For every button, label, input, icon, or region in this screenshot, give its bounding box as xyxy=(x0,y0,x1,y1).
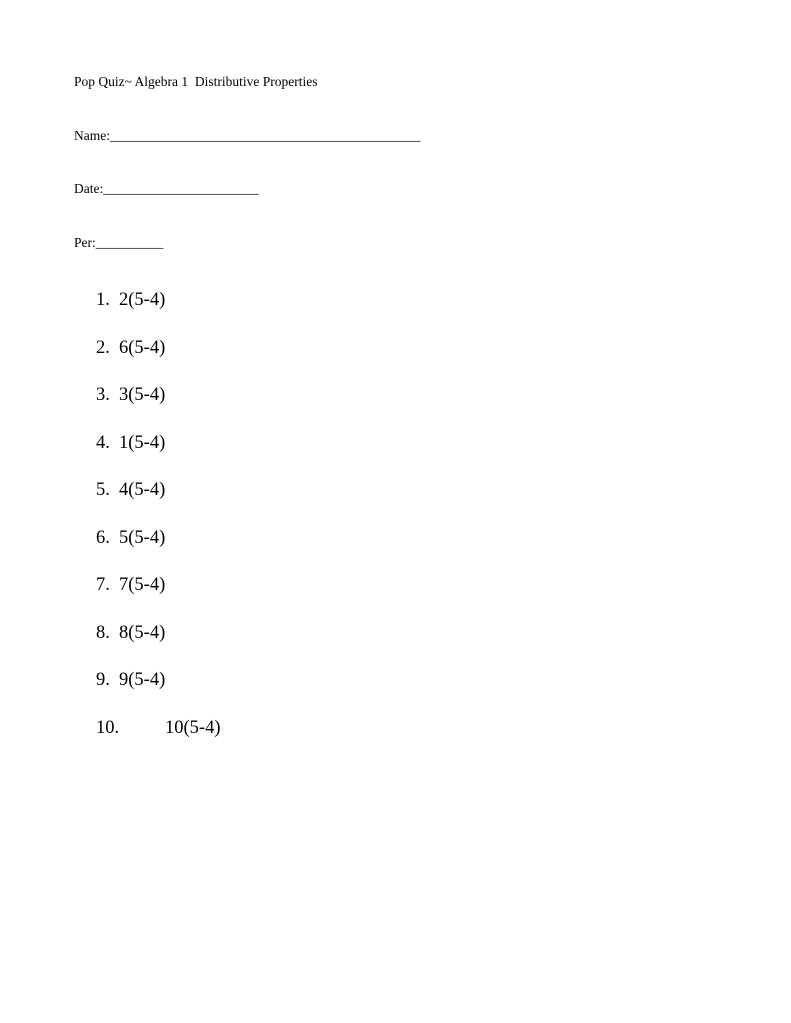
problem-list xyxy=(96,289,220,764)
problem-expression: 4(5-4) xyxy=(119,480,166,500)
problem-expression: 10(5-4) xyxy=(165,717,221,738)
problem-item xyxy=(96,717,220,765)
name-field: Name:______________________________________________ xyxy=(74,128,421,143)
quiz-title: Pop Quiz~ Algebra 1 Distributive Properties xyxy=(74,74,318,89)
problem-item xyxy=(96,384,220,432)
problem-item xyxy=(96,337,220,385)
problem-expression: 3(5-4) xyxy=(119,385,166,405)
problem-number: 1. xyxy=(96,290,110,310)
problem-number: 9. xyxy=(96,670,110,690)
problem-number: 5. xyxy=(96,480,110,500)
problem-item xyxy=(96,479,220,527)
problem-item xyxy=(96,289,220,337)
problem-number: 4. xyxy=(96,432,110,453)
problem-expression: 6(5-4) xyxy=(119,337,166,358)
problem-item xyxy=(96,527,220,575)
date-field: Date:_______________________ xyxy=(74,181,259,196)
problem-expression: 1(5-4) xyxy=(119,432,166,453)
problem-number: 7. xyxy=(96,575,110,595)
problem-number: 6. xyxy=(96,527,110,548)
problem-item xyxy=(96,622,220,670)
problem-expression: 5(5-4) xyxy=(119,527,166,548)
problem-number: 2. xyxy=(96,337,110,358)
problem-expression: 7(5-4) xyxy=(119,575,166,595)
problem-item xyxy=(96,432,220,480)
problem-item xyxy=(96,574,220,622)
problem-expression: 2(5-4) xyxy=(119,290,166,310)
problem-number: 8. xyxy=(96,622,110,643)
problem-number: 3. xyxy=(96,385,110,405)
problem-expression: 9(5-4) xyxy=(119,670,166,690)
problem-item xyxy=(96,669,220,717)
problem-expression: 8(5-4) xyxy=(119,622,166,643)
problem-number: 10. xyxy=(96,717,120,738)
period-field: Per:__________ xyxy=(74,235,164,250)
